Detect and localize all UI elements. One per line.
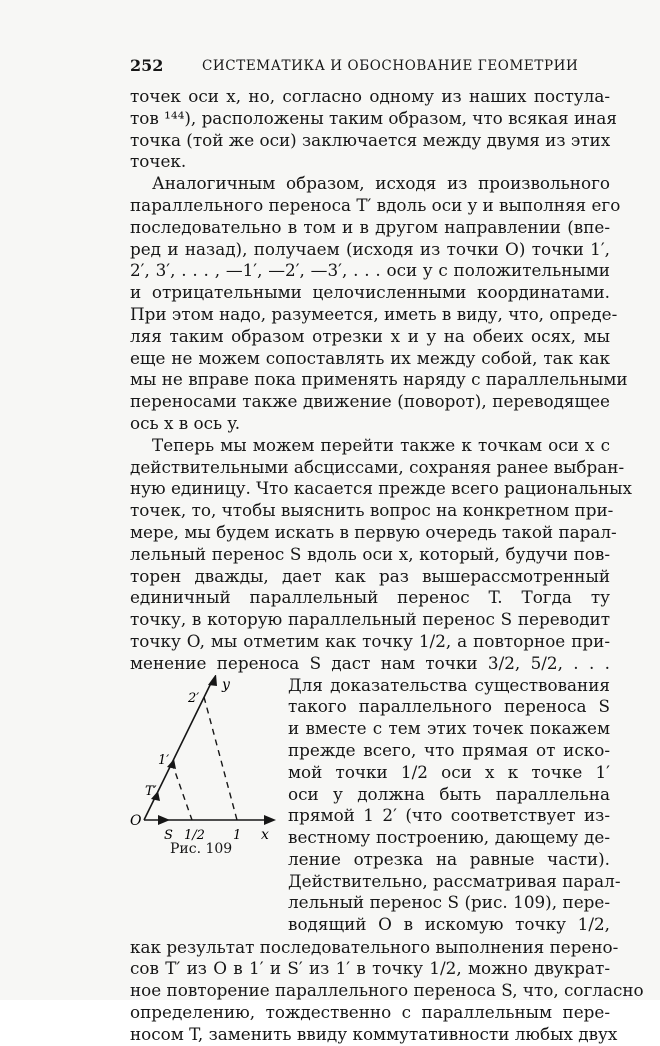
text-line: носом T, заменить ввиду коммутативности любых двух [130,1023,618,1044]
text-line: ление отрезка на равные части). [288,848,610,869]
text-line: Для доказательства существования [288,674,610,695]
text-line: такого параллельного переноса S [288,696,610,717]
text-line: и вместе с тем этих точек покажем [288,718,610,739]
text-line: водящий O в искомую точку 1/2, [288,914,610,935]
text-line: 2′, 3′, . . . , —1′, —2′, —3′, . . . оси y с положительными [130,260,610,281]
text-line: Аналогичным образом, исходя из произвольного [152,173,610,194]
text-line: последовательно в том и в другом направлении (впе- [130,216,610,237]
label-one-prime: 1′ [158,752,170,768]
text-line: ред и назад), получаем (исходя из точки O) точки 1′, [130,238,610,259]
text-line: и отрицательными целочисленными координатами. [130,282,610,303]
page-header [130,56,610,82]
text-line: ось x в ось y. [130,412,241,433]
y-axis-arrowhead [208,675,217,686]
arrow-at-s [158,815,170,825]
text-line: ную единицу. Что касается прежде всего рациональных [130,478,632,499]
text-line: торен дважды, дает как раз вышерассмотренный [130,565,610,586]
running-title: СИСТЕМАТИКА И ОБОСНОВАНИЕ ГЕОМЕТРИИ [202,58,579,74]
label-x-axis: x [261,826,269,843]
text-line: ляя таким образом отрезки x и y на обеих осях, мы [130,325,610,346]
label-y-axis: y [222,676,230,693]
text-line: Теперь мы можем перейти также к точкам оси x с [152,434,610,455]
text-line: мы не вправе пока применять наряду с параллельными [130,369,628,390]
paragraph-bottom [130,936,644,1046]
text-line: оси y должна быть параллельна [288,783,610,804]
label-t-prime: T′ [145,783,157,799]
text-line: еще не можем сопоставлять их между собой, так как [130,347,610,368]
text-line: лельный перенос S вдоль оси x, который, будучи пов- [130,543,610,564]
text-line: точка (той же оси) заключается между двумя из этих [130,129,611,150]
paragraph-translation-y [130,173,628,435]
label-s: S [164,827,173,843]
text-line: точку, в которую параллельный перенос S переводит [130,609,610,630]
text-line: как результат последовательного выполнения перено- [130,936,619,957]
text-line: точек, то, чтобы выяснить вопрос на конкретном при- [130,500,614,521]
text-line: точек. [130,151,187,172]
label-two-prime: 2′ [188,690,200,706]
text-line: тов ¹⁴⁴), расположены таким образом, что всякая иная [130,107,617,128]
text-line: сов T′ из O в 1′ и S′ из 1′ в точку 1/2, можно двукрат- [130,958,610,979]
page-number: 252 [130,56,164,75]
text-line: мой точки 1/2 оси x к точке 1′ [288,761,610,782]
dashed-line-2prime-to-1 [204,697,237,820]
dashed-line-1prime-to-half [172,763,192,820]
text-line: ное повторение параллельного переноса S, что, согласно [130,980,644,1001]
text-line: единичный параллельный перенос T. Тогда ту [130,587,610,608]
figure-block [130,674,621,935]
paragraph-rational-points [130,434,632,675]
text-line: менение переноса S даст нам точки 3/2, 5/2, . . . [130,652,610,673]
text-line: прямой 1 2′ (что соответствует из- [288,805,610,826]
paragraph-continued [130,86,617,173]
text-line: прежде всего, что прямая от иско- [288,739,610,760]
label-half: 1/2 [184,827,205,843]
label-one: 1 [233,827,242,843]
text-line: При этом надо, разумеется, иметь в виду, что, опреде- [130,303,618,324]
text-line: точку O, мы отметим как точку 1/2, а повторное при- [130,630,610,651]
label-origin: O [130,812,142,829]
text-line: вестному построению, дающему де- [288,827,610,848]
text-line: действительными абсциссами, сохраняя ранее выбран- [130,456,625,477]
x-axis-arrowhead [264,815,276,825]
figure-side-text [288,674,621,937]
text-line: переносами также движение (поворот), переводящее [130,391,610,412]
body-text [130,86,644,1046]
text-line: определению, тождественно с параллельным пере- [130,1001,610,1022]
text-line: лельный перенос S (рис. 109), пере- [288,892,610,913]
figure-caption: Рис. 109 [170,840,233,857]
text-line: параллельного переноса T′ вдоль оси y и выполняя его [130,194,621,215]
text-line: Действительно, рассматривая парал- [288,870,621,891]
text-line: мере, мы будем искать в первую очередь такой парал- [130,521,617,542]
text-line: точек оси x, но, согласно одному из наших постула- [130,86,610,106]
